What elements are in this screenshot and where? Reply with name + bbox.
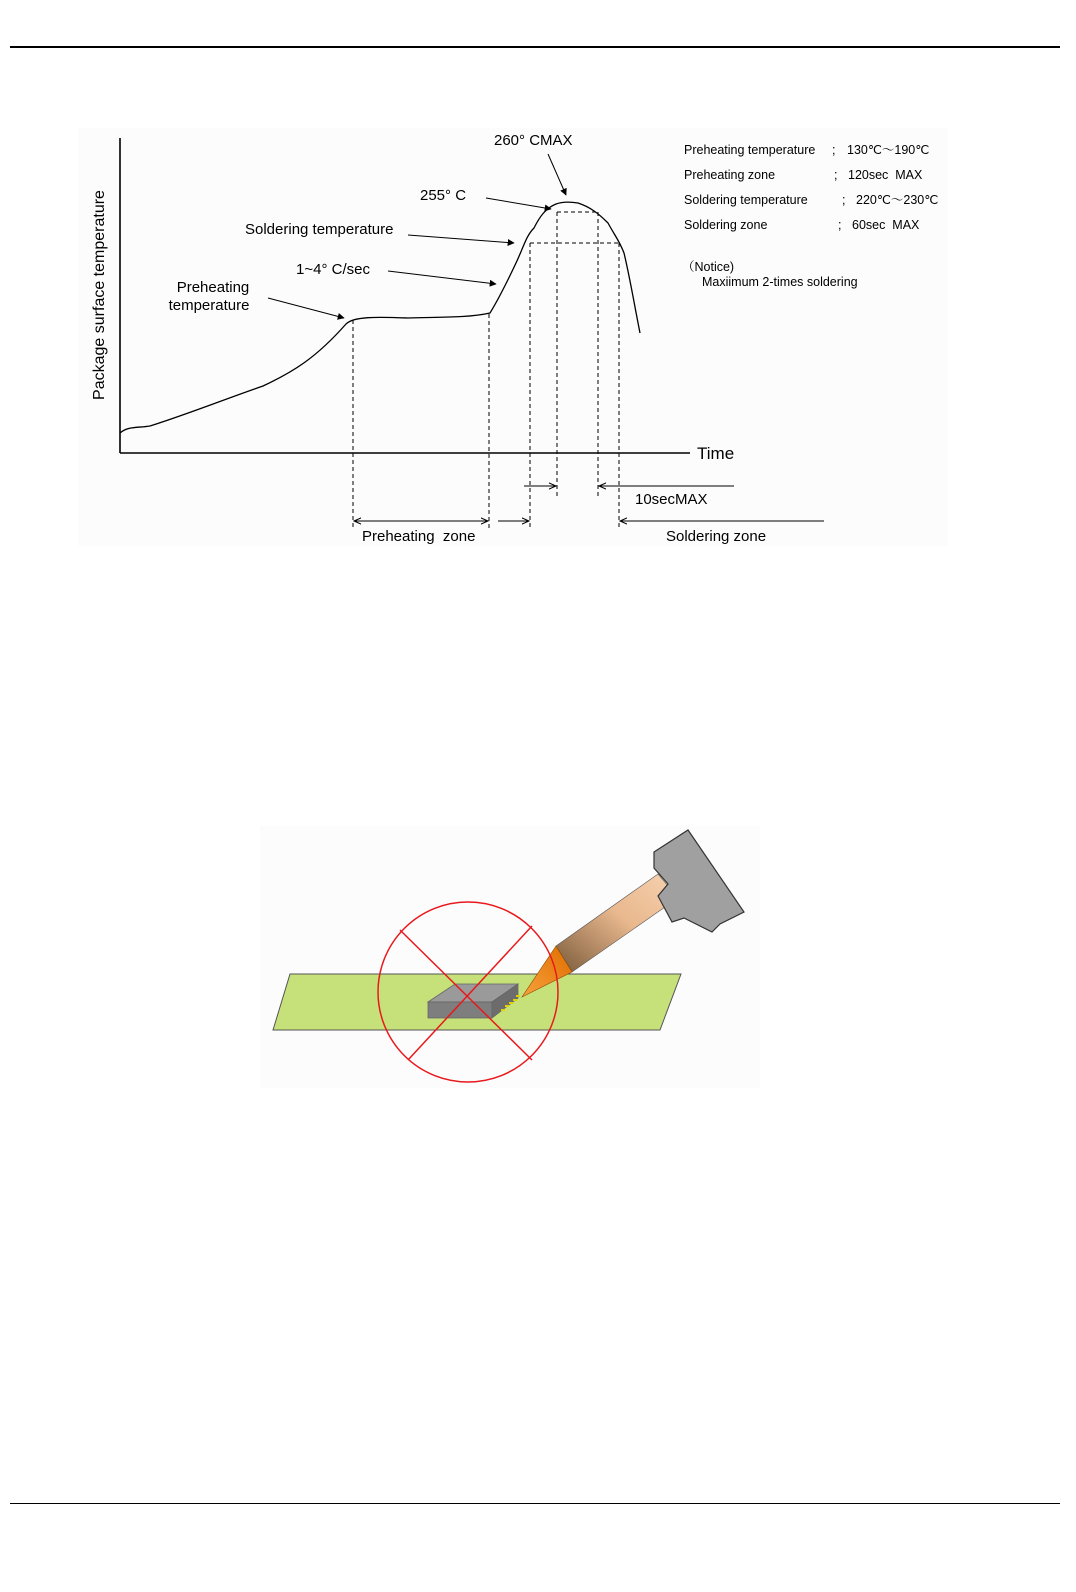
preheating-temp-arrow bbox=[268, 298, 344, 318]
temp-255-label: 255° C bbox=[420, 187, 467, 204]
spec-value: 130℃～190℃ bbox=[847, 143, 930, 157]
reflow-profile-figure bbox=[78, 128, 948, 546]
footer-rule bbox=[10, 1503, 1060, 1504]
y-axis-label: Package surface temperature bbox=[91, 190, 108, 400]
spec-sep: ; bbox=[834, 168, 838, 182]
spec-table bbox=[682, 143, 938, 289]
header-rule bbox=[10, 46, 1060, 48]
ramp-rate-arrow bbox=[388, 271, 496, 284]
iron-handle bbox=[556, 874, 678, 972]
x-axis-label: Time bbox=[697, 444, 735, 463]
spec-value: 60sec MAX bbox=[852, 218, 920, 232]
peak-arrow bbox=[548, 154, 566, 195]
soldering-temp-label: Soldering temperature bbox=[245, 221, 394, 238]
dashed-guides bbox=[353, 212, 619, 528]
soldering-zone-label: Soldering zone bbox=[666, 528, 767, 545]
temp-255-arrow bbox=[486, 198, 551, 209]
spec-sep: ; bbox=[838, 218, 842, 232]
reflow-profile-svg bbox=[78, 128, 948, 546]
notice-title: （Notice) bbox=[682, 260, 735, 274]
preheating-temp-label-line1: Preheating bbox=[176, 279, 250, 296]
prohibited-soldering-iron-icon bbox=[260, 826, 760, 1088]
ramp-rate-label: 1~4° C/sec bbox=[296, 261, 370, 278]
spec-sep: ; bbox=[842, 193, 846, 207]
spec-name: Preheating zone bbox=[684, 168, 776, 182]
notice-text: Maxiimum 2-times soldering bbox=[702, 275, 858, 289]
spec-sep: ; bbox=[832, 143, 836, 157]
spec-name: Soldering temperature bbox=[684, 193, 808, 207]
ten-sec-label: 10secMAX bbox=[635, 491, 708, 508]
spec-name: Soldering zone bbox=[684, 218, 768, 232]
spec-value: 220℃～230℃ bbox=[856, 193, 939, 207]
soldering-temp-arrow bbox=[408, 235, 514, 243]
spec-value: 120sec MAX bbox=[848, 168, 923, 182]
preheating-zone-label: Preheating zone bbox=[362, 528, 476, 545]
no-soldering-iron-figure bbox=[260, 826, 760, 1088]
preheating-temp-label-line2: temperature bbox=[168, 297, 250, 314]
iron-head bbox=[654, 830, 744, 932]
peak-temp-label: 260° CMAX bbox=[494, 132, 573, 149]
spec-name: Preheating temperature bbox=[684, 143, 816, 157]
